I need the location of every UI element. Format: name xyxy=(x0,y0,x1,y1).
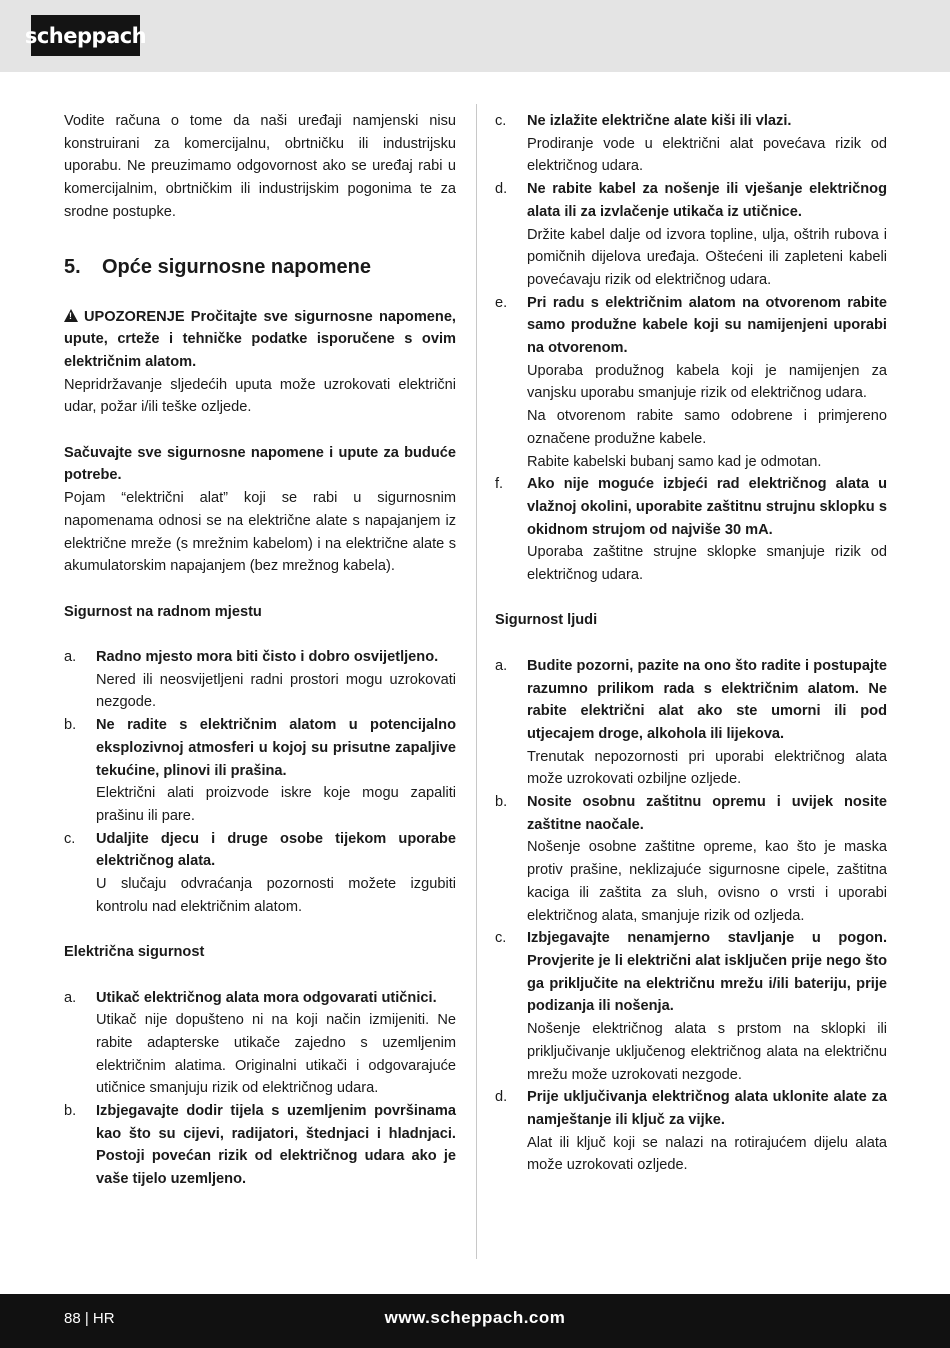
item-title: Utikač električnog alata mora odgovarati utičnici. xyxy=(96,989,437,1006)
item-label: c. xyxy=(495,930,507,947)
item-label: a. xyxy=(64,989,77,1006)
item-title: Ne rabite kabel za nošenje ili vješanje električnog alata ili za izvlačenje utikača iz utičnice. xyxy=(527,181,887,220)
item-text: Trenutak nepozornosti pri uporabi električnog alata može uzrokovati ozbiljne ozljede. xyxy=(527,748,887,788)
item-text: Rabite kabelski bubanj samo kad je odmotan. xyxy=(527,453,822,470)
item-label: a. xyxy=(64,649,77,666)
list-item xyxy=(495,927,887,1086)
footer-bar xyxy=(0,1294,950,1348)
item-title: Ne radite s električnim alatom u potencijalno eksplozivnoj atmosferi u kojoj su prisutne zapaljive tekućine, plinovi ili prašina. xyxy=(96,717,456,779)
item-text: Prodiranje vode u električni alat povećava rizik od električnog udara. xyxy=(527,135,887,175)
work-area-heading: Sigurnost na radnom mjestu xyxy=(64,603,262,620)
intro-paragraph: Vodite računa o tome da naši uređaji namjenski nisu konstruirani za komercijalnu, obrtničku ili industrijsku uporabu. Ne preuzimamo odgovornost ako se uređaj rabi u komercijalnim, obrtničkim ili industrijskim pogonima te za srodne postupke. xyxy=(64,113,456,220)
scheppach-logo: scheppach xyxy=(31,15,140,56)
list-item xyxy=(64,714,456,828)
section-title: Opće sigurnosne napomene xyxy=(102,255,371,278)
item-title: Izbjegavajte nenamjerno stavljanje u pogon. Provjerite je li električni alat isključen prije nego što ga priključite na električnu mrežu i/ili bateriju, prije podizanja ili nošenja. xyxy=(527,930,887,1015)
item-label: b. xyxy=(495,794,508,811)
list-item xyxy=(495,292,887,474)
item-text: Nered ili neosvijetljeni radni prostori mogu uzrokovati nezgode. xyxy=(96,671,456,711)
item-label: e. xyxy=(495,294,508,311)
item-title: Nosite osobnu zaštitnu opremu i uvijek nosite zaštitne naočale. xyxy=(527,794,887,833)
item-text: Držite kabel dalje od izvora topline, ulja, oštrih rubova i pomičnih dijelova uređaja. Oštećeni ili zapleteni kabeli povećavaju rizik od električnog udara. xyxy=(527,226,887,288)
item-text: Nošenje električnog alata s prstom na sklopki ili priključivanje uključenog električnog alata na električnu mrežu može uzrokovati nezgode. xyxy=(527,1021,887,1083)
page-number: 88 | HR xyxy=(64,1310,115,1327)
header-bar xyxy=(0,0,950,72)
item-text: Na otvorenom rabite samo odobrene i primjereno označene produžne kabele. xyxy=(527,408,887,447)
item-title: Udaljite djecu i druge osobe tijekom uporabe električnog alata. xyxy=(96,830,456,870)
list-item xyxy=(64,987,456,1101)
item-label: d. xyxy=(495,181,508,198)
item-text: Nošenje osobne zaštitne opreme, kao što je maska protiv prašine, neklizajuće sigurnosne cipele, zaštitna kaciga ili zaštita za sluh, ovisno o vrsti i uporabi električnog alata, smanjuje rizik od ozljeda. xyxy=(527,839,887,924)
item-title: Radno mjesto mora biti čisto i dobro osvijetljeno. xyxy=(96,649,439,666)
keep-instructions-heading: Sačuvajte sve sigurnosne napomene i upute za buduće potrebe. xyxy=(64,444,456,484)
item-label: c. xyxy=(64,830,76,847)
list-item xyxy=(495,178,887,292)
section-heading xyxy=(64,254,456,280)
list-item xyxy=(495,1086,887,1177)
item-text: Električni alati proizvode iskre koje mogu zapaliti prašinu ili pare. xyxy=(96,785,456,824)
list-item xyxy=(495,655,887,791)
item-label: b. xyxy=(64,717,77,734)
left-column xyxy=(64,110,456,1191)
warning-heading xyxy=(64,306,456,374)
item-title: Prije uključivanja električnog alata uklonite alate za namještanje ili ključ za vijke. xyxy=(527,1089,887,1128)
item-text: Utikač nije dopušteno ni na koji način izmijeniti. Ne rabite adapterske utikače zajedno s uzemljenim električnim alatima. Originalni utikači i odgovarajuće utičnice smanjuju rizik od električnog udara. xyxy=(96,1012,456,1097)
item-label: f. xyxy=(495,476,504,493)
item-text: U slučaju odvraćanja pozornosti možete izgubiti kontrolu nad električnim alatom. xyxy=(96,876,456,915)
personal-safety-heading: Sigurnost ljudi xyxy=(495,612,598,629)
right-column xyxy=(495,110,887,1177)
list-item xyxy=(64,1100,456,1191)
keep-instructions-text: Pojam “električni alat” koji se rabi u sigurnosnim napomenama odnosi se na električne alate s napajanjem iz električne mreže (s mrežnim kabelom) i na električne alate s akumulatorskim napajanjem (bez mrežnog kabela). xyxy=(64,490,456,575)
item-label: b. xyxy=(64,1103,77,1120)
list-item xyxy=(64,828,456,919)
item-title: Pri radu s električnim alatom na otvorenom rabite samo produžne kabele koji su namijenjeni uporabi na otvorenom. xyxy=(527,294,887,357)
section-number: 5. xyxy=(64,255,81,278)
item-label: c. xyxy=(495,113,507,129)
website-link[interactable]: www.scheppach.com xyxy=(384,1308,566,1327)
list-item xyxy=(495,791,887,927)
item-label: a. xyxy=(495,657,508,674)
electrical-safety-heading: Električna sigurnost xyxy=(64,944,205,961)
item-title: Izbjegavajte dodir tijela s uzemljenim površinama kao što su cijevi, radijatori, štednjaci i hladnjaci. Postoji povećan rizik od električnog udara ako je vaše tijelo uzemljeno. xyxy=(96,1103,456,1188)
item-text: Alat ili ključ koji se nalazi na rotirajućem dijelu alata može uzrokovati ozljede. xyxy=(527,1134,887,1174)
column-divider xyxy=(476,104,477,1259)
item-label: d. xyxy=(495,1089,508,1106)
warning-triangle-icon xyxy=(64,309,78,322)
item-title: Ako nije moguće izbjeći rad električnog alata u vlažnoj okolini, uporabite zaštitnu strujnu sklopku s okidnom strujom od najviše 30 mA. xyxy=(527,476,887,538)
list-item xyxy=(495,110,887,178)
warning-text: Nepridržavanje sljedećih uputa može uzrokovati električni udar, požar i/ili teške ozljede. xyxy=(64,376,456,416)
warning-bold-text: UPOZORENJE Pročitajte sve sigurnosne napomene, upute, crteže i tehničke podatke isporučene s ovim električnim alatom. xyxy=(64,308,456,370)
item-text: Uporaba produžnog kabela koji je namijenjen za vanjsku uporabu smanjuje rizik od električnog udara. xyxy=(527,362,887,402)
list-item xyxy=(64,646,456,714)
item-title: Ne izlažite električne alate kiši ili vlazi. xyxy=(527,113,792,129)
item-title: Budite pozorni, pazite na ono što radite i postupajte razumno prilikom rada s električnim alatom. Ne rabite električni alat ako ste umorni ili pod utjecajem droge, alkohola ili lijekova. xyxy=(527,657,887,742)
item-text: Uporaba zaštitne strujne sklopke smanjuje rizik od električnog udara. xyxy=(527,544,887,584)
list-item xyxy=(495,473,887,587)
